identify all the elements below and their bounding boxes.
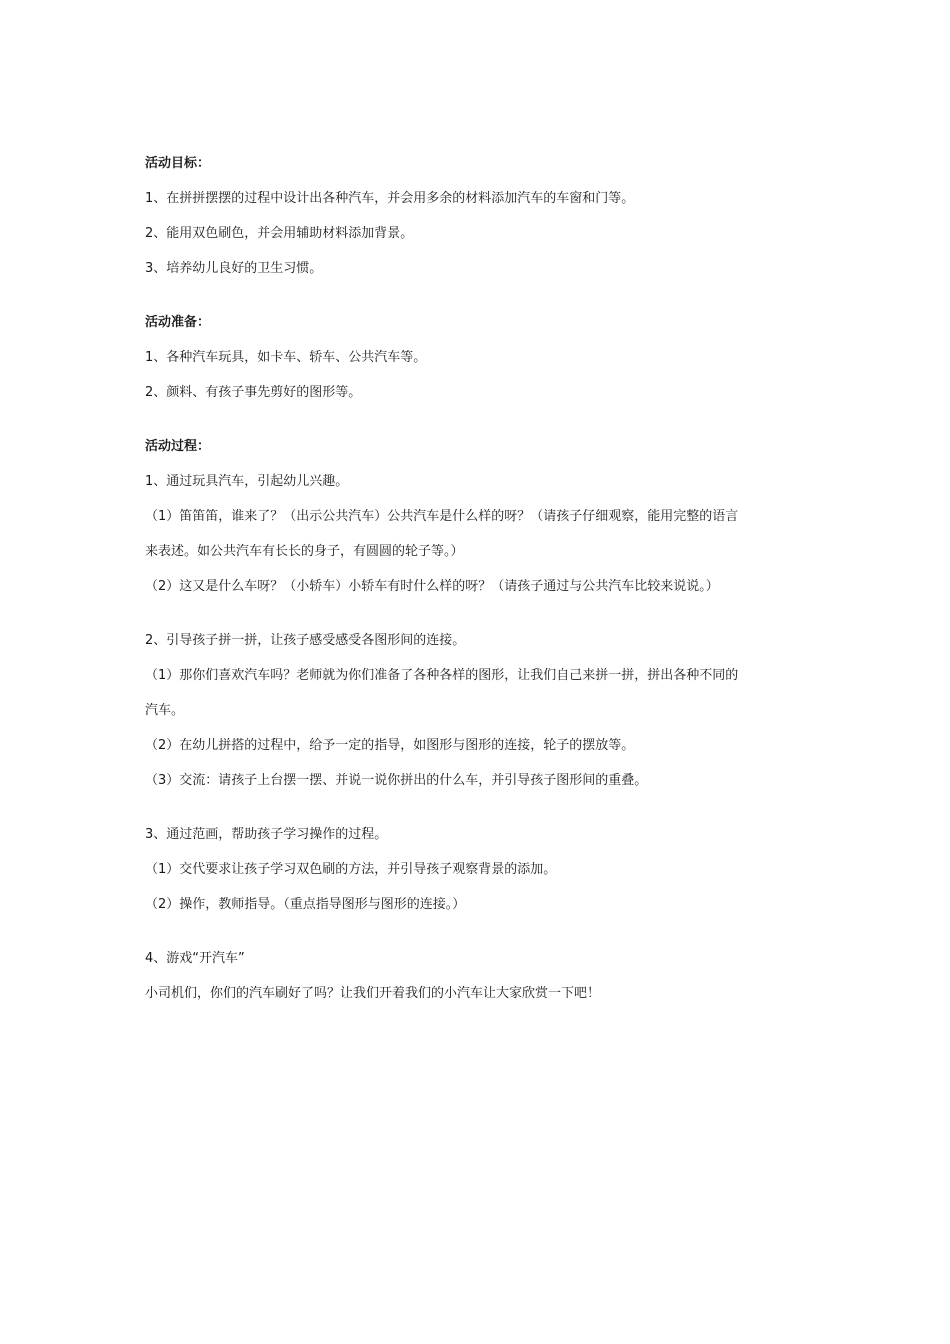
process-step2-item-1-cont: 汽车。 (145, 703, 185, 718)
section-spacer (145, 604, 810, 623)
process-step2-item-1: （1）那你们喜欢汽车吗？老师就为你们准备了各种各样的图形，让我们自己来拼一拼，拼出各种不同的 (145, 668, 739, 683)
preparation-heading: 活动准备： (145, 315, 211, 330)
process-step4-text: 小司机们，你们的汽车刷好了吗？让我们开着我们的小汽车让大家欣赏一下吧！ (145, 986, 601, 1001)
goal-item-1: 1、在拼拼摆摆的过程中设计出各种汽车，并会用多余的材料添加汽车的车窗和门等。 (145, 191, 635, 206)
process-step1-title: 1、通过玩具汽车，引起幼儿兴趣。 (145, 474, 349, 489)
section-spacer (145, 410, 810, 429)
section-spacer (145, 286, 810, 305)
process-step3-title: 3、通过范画，帮助孩子学习操作的过程。 (145, 827, 388, 842)
document-body (145, 146, 810, 1011)
process-step1-item-2: （2）这又是什么车呀？（小轿车）小轿车有时什么样的呀？（请孩子通过与公共汽车比较来说说。） (145, 579, 719, 594)
goal-item-2: 2、能用双色刷色，并会用辅助材料添加背景。 (145, 226, 414, 241)
section-spacer (145, 798, 810, 817)
process-heading: 活动过程： (145, 439, 211, 454)
preparation-item-2: 2、颜料、有孩子事先剪好的图形等。 (145, 385, 362, 400)
goals-heading: 活动目标： (145, 156, 211, 171)
process-step2-title: 2、引导孩子拼一拼，让孩子感受感受各图形间的连接。 (145, 633, 466, 648)
process-step3-item-2: （2）操作，教师指导。（重点指导图形与图形的连接。） (145, 897, 466, 912)
process-step2-item-3: （3）交流：请孩子上台摆一摆、并说一说你拼出的什么车，并引导孩子图形间的重叠。 (145, 773, 648, 788)
process-step4-title: 4、游戏“开汽车” (145, 951, 245, 966)
process-step3-item-1: （1）交代要求让孩子学习双色刷的方法，并引导孩子观察背景的添加。 (145, 862, 557, 877)
process-step1-item-1: （1）笛笛笛，谁来了？（出示公共汽车）公共汽车是什么样的呀？（请孩子仔细观察，能用完整的语言 (145, 509, 739, 524)
section-spacer (145, 922, 810, 941)
goal-item-3: 3、培养幼儿良好的卫生习惯。 (145, 261, 323, 276)
process-step2-item-2: （2）在幼儿拼搭的过程中，给予一定的指导，如图形与图形的连接，轮子的摆放等。 (145, 738, 635, 753)
process-step1-item-1-cont: 来表述。如公共汽车有长长的身子，有圆圆的轮子等。） (145, 544, 464, 559)
preparation-item-1: 1、各种汽车玩具，如卡车、轿车、公共汽车等。 (145, 350, 427, 365)
